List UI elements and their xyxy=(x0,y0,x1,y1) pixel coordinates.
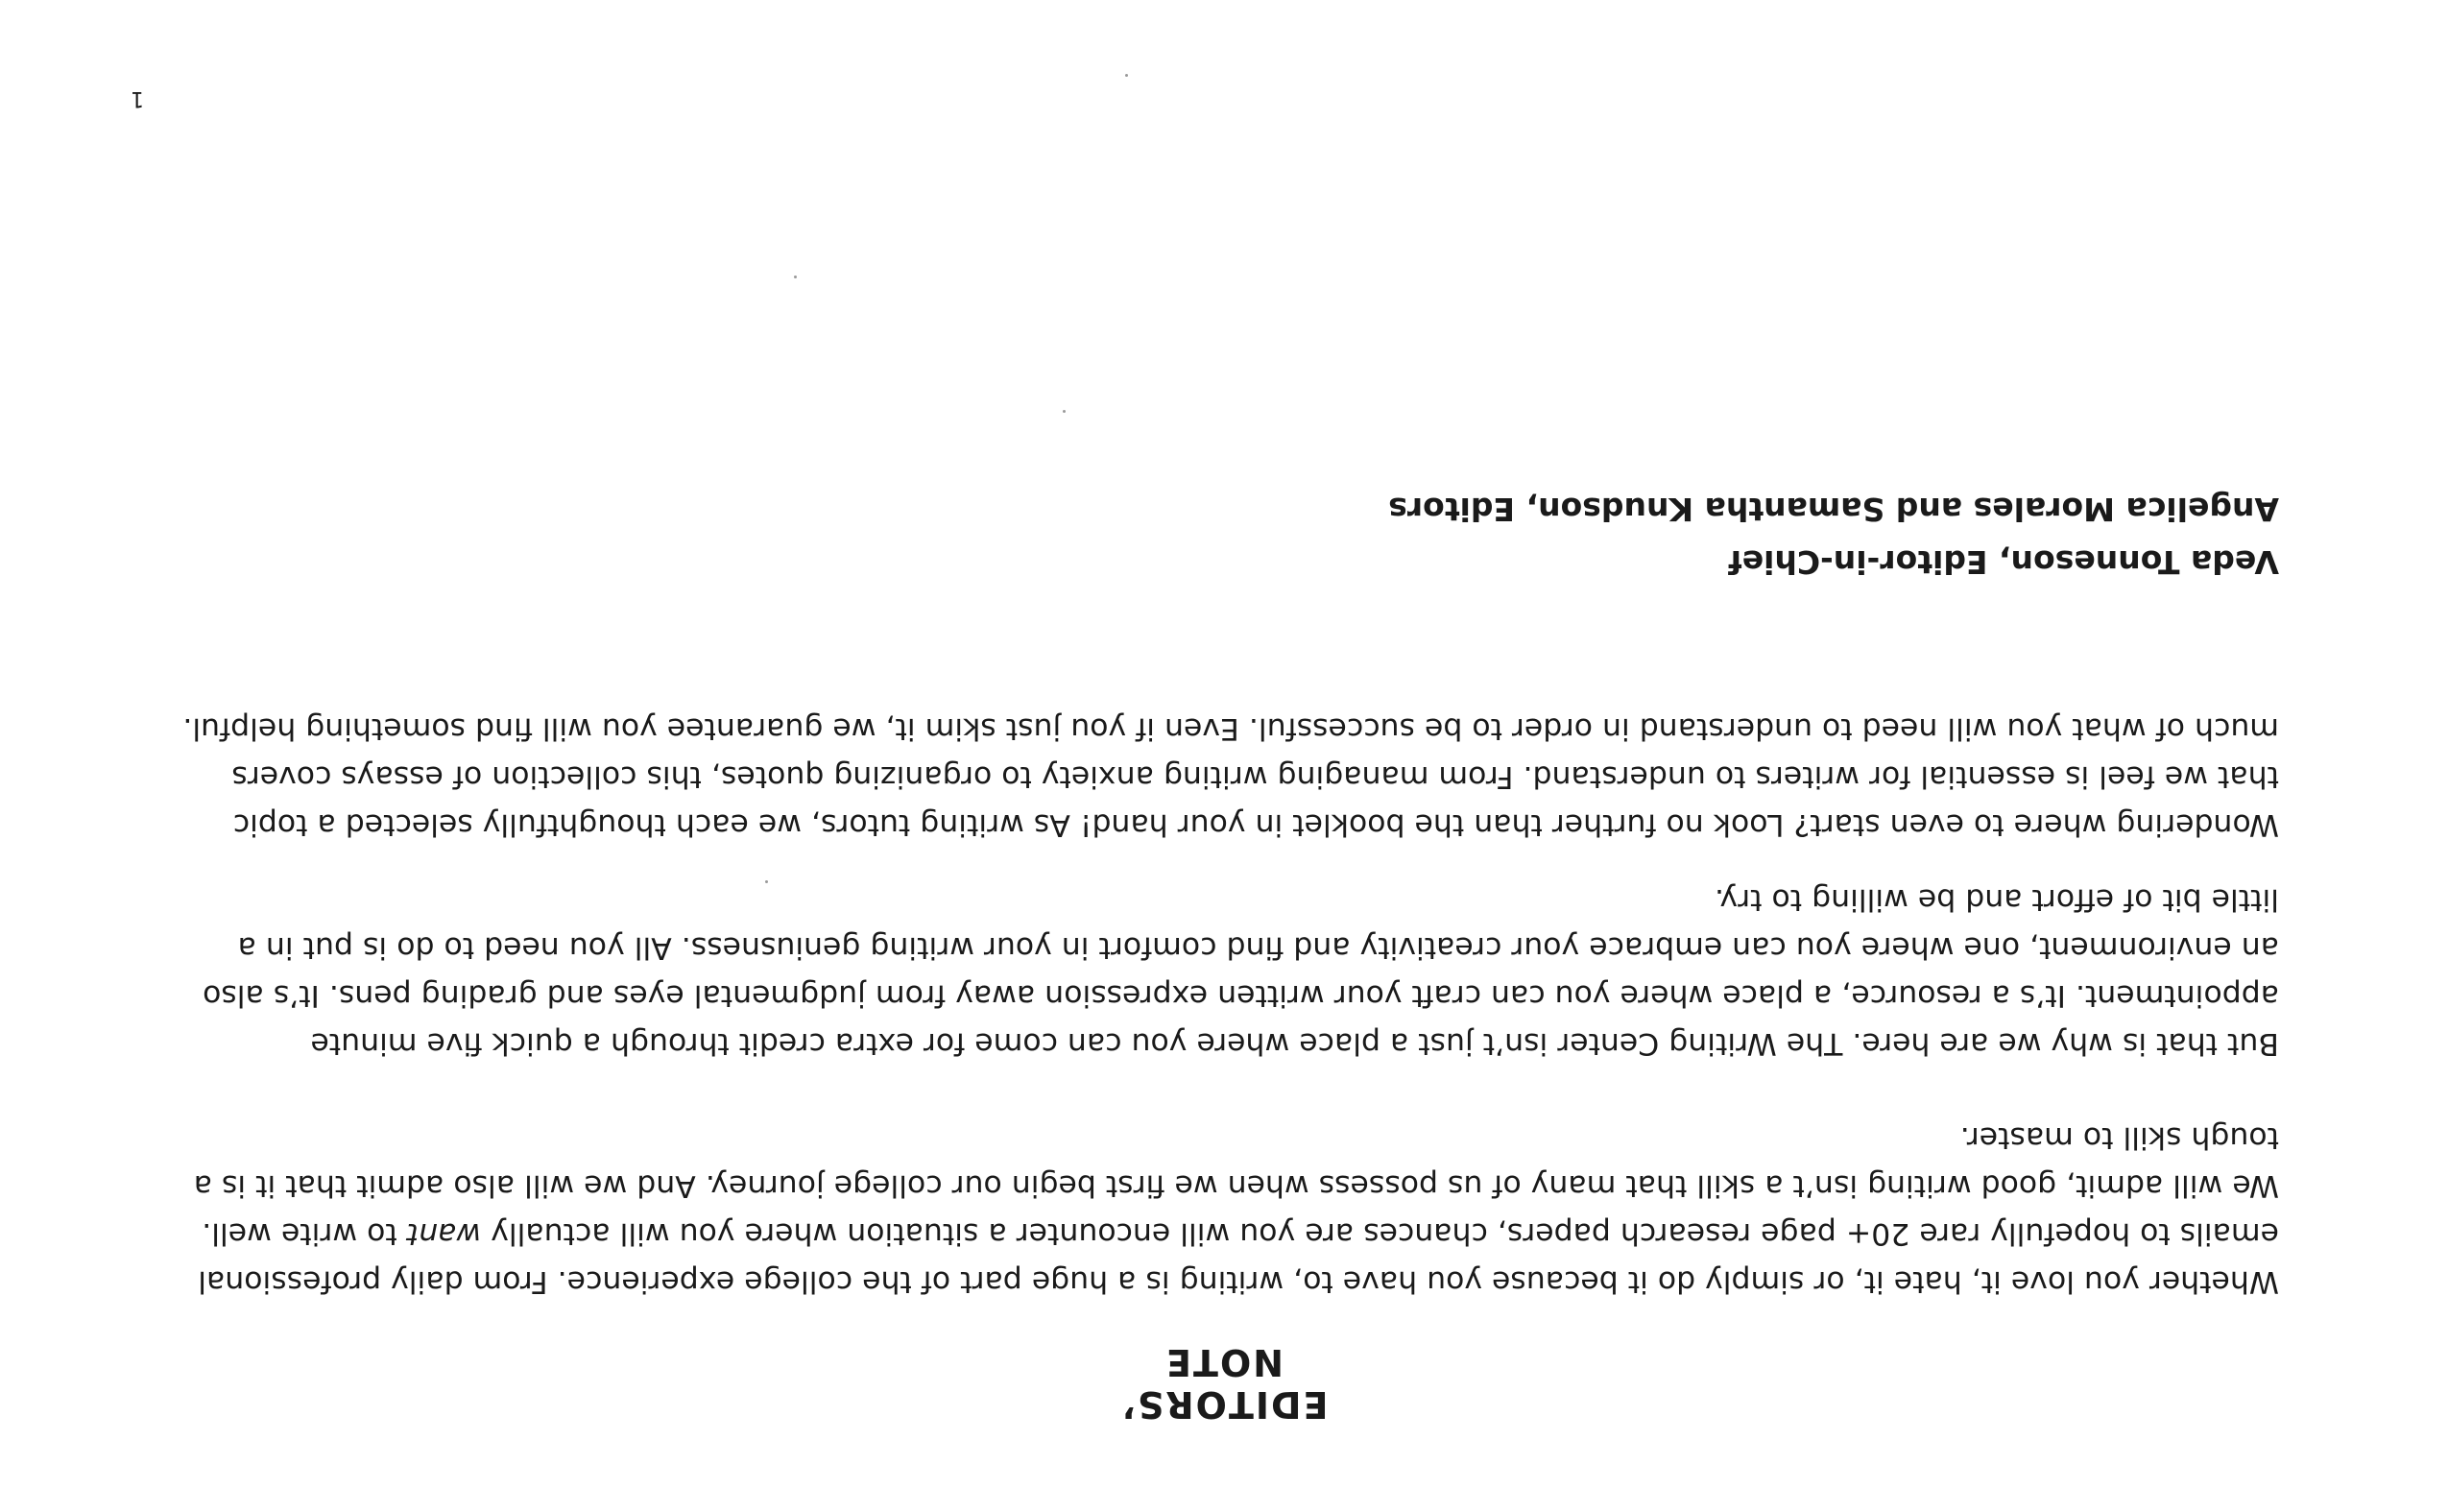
paragraph-intro-text-b: to write well. We will admit, good writing isn’t a skill that many of us possess when we first begin our college journey. And we will also admit that it is a tough skill to master. xyxy=(193,1120,2279,1251)
scan-speck xyxy=(794,276,797,278)
signature-editor-in-chief: Veda Tonneson, Editor-in-Chief xyxy=(1728,543,2279,581)
signature-editors: Angelica Morales and Samantha Knudson, Editors xyxy=(1388,491,2279,528)
page-title: EDITORS’ NOTE xyxy=(1119,1341,1329,1426)
paragraph-intro-emphasis: want xyxy=(406,1216,482,1251)
scan-speck xyxy=(1125,74,1128,77)
paragraph-booklet: Wondering where to even start? Look no further than the booklet in your hand! As writing tutors, we each thoughtfully selected a topic that we feel is essential for writers to understand. From managing writing anxiety to organizing quotes, this collection of essays covers much of what you will need to understand in order to be successful. Even if you just skim it, we guarantee you will find something helpful. xyxy=(182,711,2279,842)
paragraph-writing-center: But that is why we are here. The Writing Center isn’t just a place where you can come for extra credit through a quick five minute appointment. It’s a resource, a place where you can craft your written expression away from judgmental eyes and grading pens. It’s also an environment, one where you can embrace your creativity and find comfort in your writing geniusness. All you need to do is put in a little bit of effort and be willing to try. xyxy=(203,882,2279,1061)
scan-speck xyxy=(765,880,768,883)
paragraph-intro xyxy=(167,1114,2279,1306)
paragraph-intro-text-a: Whether you love it, hate it, or simply do it because you have to, writing is a huge part of the college experience. From daily professional emails to hopefully rare 20+ page research papers, chances are you will encounter a situation where you will actually xyxy=(198,1216,2279,1299)
scan-speck xyxy=(1063,410,1066,413)
page-number: 1 xyxy=(131,86,144,110)
